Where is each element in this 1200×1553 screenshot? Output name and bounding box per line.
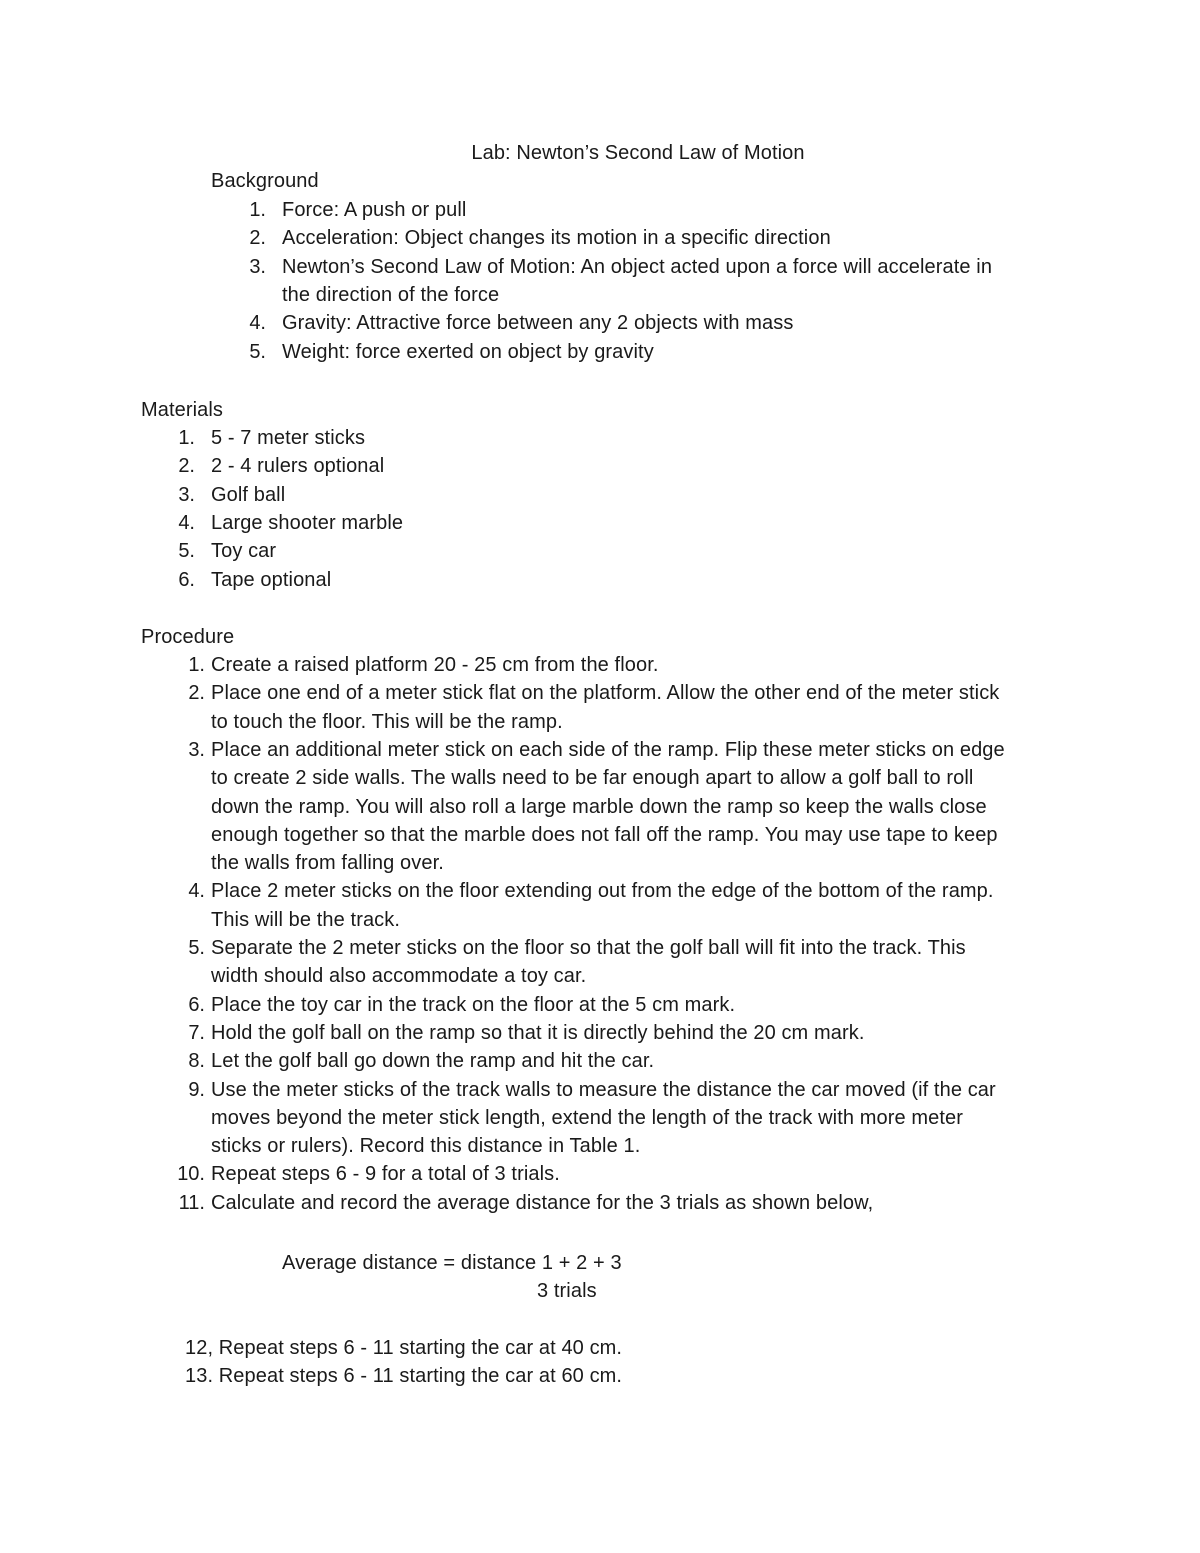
list-item-number: 9. <box>188 1078 205 1101</box>
list-item-number: 11. <box>178 1191 205 1214</box>
list-item-number: 1. <box>249 199 266 221</box>
list-item-number: 8. <box>188 1050 205 1073</box>
formula-numerator: Average distance = distance 1 + 2 + 3 <box>282 1252 622 1274</box>
list-item-text: 5 - 7 meter sticks <box>211 427 366 449</box>
list-item-text: to create 2 side walls. The walls need to be far enough apart to allow a golf ball to roll <box>211 767 974 790</box>
formula-denominator: 3 trials <box>537 1280 597 1302</box>
list-item-text: sticks or rulers). Record this distance in Table 1. <box>211 1135 641 1158</box>
list-item-number: 5. <box>249 340 266 363</box>
list-item-number: 1. <box>188 654 205 676</box>
list-item-text: the direction of the force <box>282 283 500 306</box>
list-item-number: 3. <box>178 483 195 506</box>
list-item-number: 4. <box>249 312 266 335</box>
materials-heading: Materials <box>141 399 224 421</box>
list-item-text: This will be the track. <box>211 908 401 931</box>
list-item-number: 4. <box>188 880 205 903</box>
list-item-text: enough together so that the marble does not fall off the ramp. You may use tape to keep <box>211 823 998 846</box>
list-item-number: 3. <box>249 255 266 278</box>
list-item-text: down the ramp. You will also roll a large marble down the ramp so keep the walls close <box>211 795 987 818</box>
list-item-number: 6. <box>188 993 205 1016</box>
list-item-text: moves beyond the meter stick length, extend the length of the track with more meter <box>211 1106 964 1129</box>
list-item-text: Separate the 2 meter sticks on the floor so that the golf ball will fit into the track. This <box>211 937 966 959</box>
list-item-number: 3. <box>188 738 205 761</box>
list-item-text: Golf ball <box>211 483 286 506</box>
list-item-text: Force: A push or pull <box>282 199 467 221</box>
document-title: Lab: Newton’s Second Law of Motion <box>471 142 805 164</box>
list-item-text: Acceleration: Object changes its motion in a specific direction <box>282 227 831 250</box>
list-item-text: to touch the floor. This will be the ramp. <box>211 710 563 733</box>
list-item-number: 2. <box>188 682 205 705</box>
list-item-text: Place 2 meter sticks on the floor extending out from the edge of the bottom of the ramp. <box>211 880 994 903</box>
list-item-number: 1. <box>178 427 195 449</box>
list-item-text: Hold the golf ball on the ramp so that it is directly behind the 20 cm mark. <box>211 1021 865 1044</box>
list-item-number: 4. <box>178 511 195 534</box>
list-item-number: 2. <box>249 227 266 250</box>
list-item-number: 10. <box>177 1163 205 1186</box>
list-item-text: Newton’s Second Law of Motion: An object acted upon a force will accelerate in <box>282 255 993 278</box>
list-item-text: Place one end of a meter stick flat on the platform. Allow the other end of the meter stick <box>211 682 1000 705</box>
list-item-text: the walls from falling over. <box>211 852 444 875</box>
list-item-text: width should also accommodate a toy car. <box>211 965 587 988</box>
list-item-text: Create a raised platform 20 - 25 cm from the floor. <box>211 654 659 676</box>
list-item-text: Place the toy car in the track on the floor at the 5 cm mark. <box>211 993 736 1016</box>
list-item-text: Large shooter marble <box>211 511 404 534</box>
list-item-text: Use the meter sticks of the track walls to measure the distance the car moved (if the car <box>211 1078 996 1101</box>
list-item-number: 2. <box>178 455 195 478</box>
list-item-number: 5. <box>178 540 195 563</box>
background-heading: Background <box>211 170 319 192</box>
list-item-text: Toy car <box>211 540 277 563</box>
list-item-text: Tape optional <box>211 568 332 591</box>
list-item-text: Weight: force exerted on object by gravity <box>282 340 654 363</box>
list-item-text: Let the golf ball go down the ramp and hit the car. <box>211 1050 655 1073</box>
procedure-step-13: 13. Repeat steps 6 - 11 starting the car at 60 cm. <box>185 1365 623 1387</box>
list-item-number: 5. <box>188 937 205 959</box>
list-item-number: 6. <box>178 568 195 591</box>
list-item-text: Place an additional meter stick on each side of the ramp. Flip these meter sticks on edge <box>211 738 1005 761</box>
list-item-text: Repeat steps 6 - 9 for a total of 3 trials. <box>211 1163 560 1186</box>
list-item-number: 7. <box>188 1021 205 1044</box>
list-item-text: 2 - 4 rulers optional <box>211 455 385 478</box>
list-item-text: Calculate and record the average distance for the 3 trials as shown below, <box>211 1191 874 1214</box>
procedure-heading: Procedure <box>141 626 235 648</box>
list-item-text: Gravity: Attractive force between any 2 objects with mass <box>282 312 794 335</box>
procedure-step-12: 12, Repeat steps 6 - 11 starting the car at 40 cm. <box>185 1337 623 1359</box>
